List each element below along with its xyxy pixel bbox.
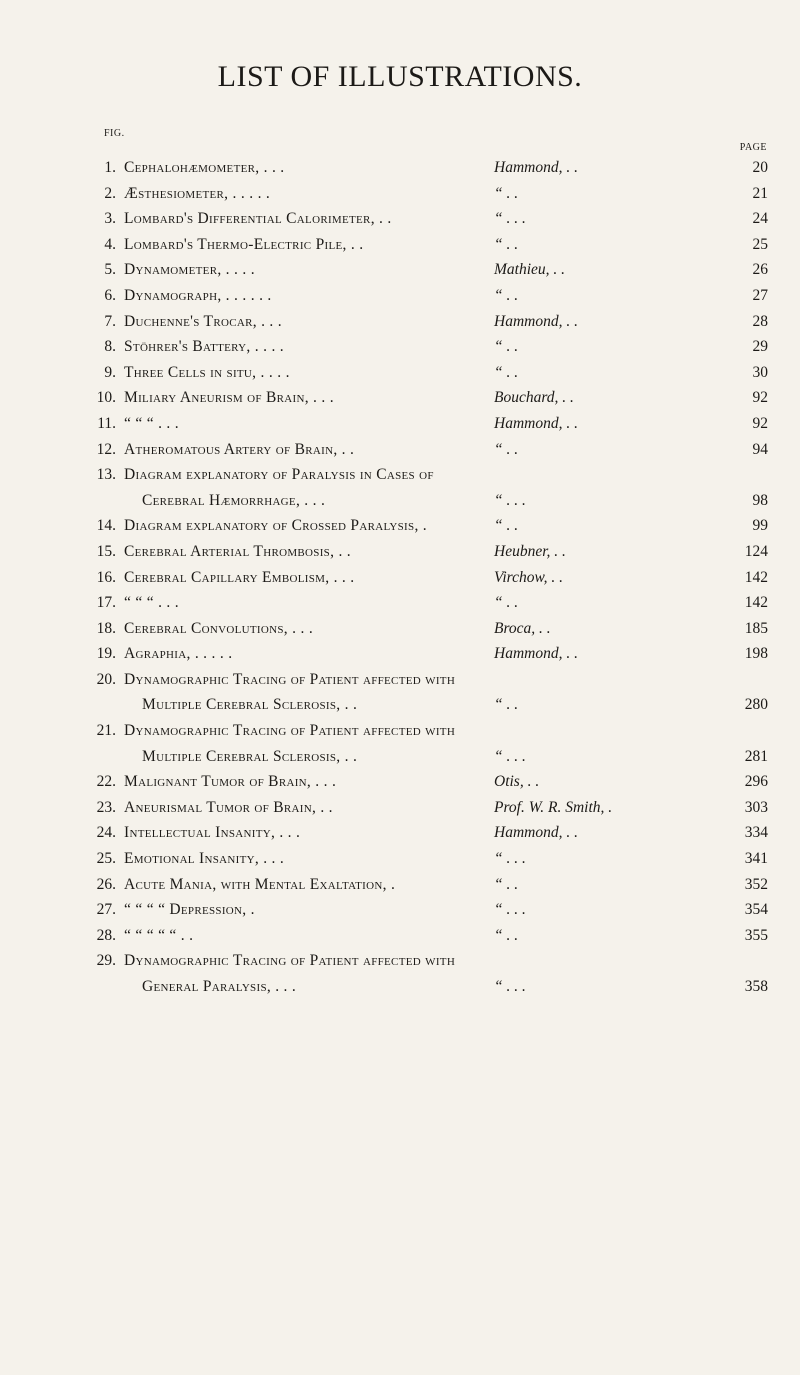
illustration-author: “ . . — [494, 594, 519, 612]
list-item — [0, 565, 800, 591]
list-item — [0, 181, 800, 207]
page-number: 281 — [744, 747, 768, 765]
illustration-author: Otis, . . — [494, 773, 540, 791]
list-item — [0, 385, 800, 411]
illustration-author: “ . . . — [494, 978, 526, 995]
illustration-title: Duchenne's Trocar, . . . — [124, 312, 282, 330]
list-item — [0, 539, 800, 565]
illustration-title: Aneurismal Tumor of Brain, . . — [124, 798, 333, 816]
illustration-author: Heubner, . . — [494, 542, 566, 560]
illustration-author: Hammond, . . — [494, 645, 578, 663]
illustration-title: “ “ “ . . . — [124, 594, 179, 612]
list-item — [0, 820, 800, 846]
figure-number: 1. — [104, 159, 116, 176]
figure-number: 17. — [96, 594, 116, 612]
illustration-author: Hammond, . . — [494, 159, 578, 176]
list-item — [0, 872, 800, 898]
list-item — [0, 411, 800, 437]
page-number: 25 — [752, 235, 768, 253]
figure-number: 24. — [96, 824, 116, 842]
figure-number: 14. — [96, 517, 116, 535]
list-item — [0, 206, 800, 232]
page-number: 92 — [752, 389, 768, 407]
illustration-title: Acute Mania, with Mental Exaltation, . — [124, 875, 396, 893]
list-item — [0, 718, 800, 744]
figure-number: 12. — [96, 440, 116, 458]
illustration-author: “ . . — [494, 440, 519, 458]
figure-number: 15. — [96, 542, 116, 560]
list-item — [0, 616, 800, 642]
figure-number: 22. — [96, 773, 116, 791]
illustration-title: Miliary Aneurism of Brain, . . . — [124, 389, 334, 407]
page-number: 355 — [744, 926, 768, 944]
figure-number: 23. — [96, 798, 116, 816]
illustration-author: Prof. W. R. Smith, . — [494, 798, 613, 816]
page-number: 354 — [744, 901, 768, 919]
page-number: 27 — [752, 286, 768, 304]
figure-number: 20. — [96, 670, 116, 688]
list-item — [0, 795, 800, 821]
figure-number: 3. — [104, 210, 116, 228]
list-item — [0, 437, 800, 463]
page-title: LIST OF ILLUSTRATIONS. — [217, 60, 583, 93]
illustration-author: Hammond, . . — [494, 414, 578, 432]
illustration-title: Dynamometer, . . . . — [124, 261, 255, 279]
page-number: 198 — [744, 645, 768, 663]
list-item — [0, 897, 800, 923]
page-number: 21 — [752, 184, 768, 202]
illustration-title: Atheromatous Artery of Brain, . . — [124, 440, 355, 458]
list-item — [0, 232, 800, 258]
page-column-header: PAGE — [739, 142, 767, 153]
figure-number: 18. — [96, 619, 116, 637]
illustration-author: “ . . — [494, 184, 519, 202]
illustration-author: “ . . — [494, 926, 519, 944]
illustration-title: Dynamograph, . . . . . . — [124, 286, 272, 304]
illustration-author: “ . . — [494, 286, 519, 304]
illustration-title: Three Cells in situ, . . . . — [124, 363, 290, 381]
illustration-title: Malignant Tumor of Brain, . . . — [124, 773, 337, 791]
figure-number: 19. — [96, 645, 116, 663]
page-number: 24 — [752, 210, 768, 228]
illustration-author: Hammond, . . — [494, 824, 578, 842]
illustration-title: Multiple Cerebral Sclerosis, . . — [142, 696, 358, 714]
page-number: 358 — [744, 978, 768, 995]
illustration-title: Æsthesiometer, . . . . . — [124, 184, 271, 202]
illustration-title: Cephalohæmometer, . . . — [124, 159, 285, 176]
figure-number: 10. — [96, 389, 116, 407]
page-number: 98 — [752, 491, 768, 509]
page-number: 20 — [752, 159, 768, 176]
list-item — [0, 309, 800, 335]
figure-number: 26. — [96, 875, 116, 893]
list-item — [0, 334, 800, 360]
illustration-author: “ . . — [494, 235, 519, 253]
page-number: 29 — [752, 338, 768, 356]
illustration-author: Hammond, . . — [494, 312, 578, 330]
illustration-author: “ . . — [494, 696, 519, 714]
illustration-title: General Paralysis, . . . — [142, 978, 297, 995]
page-number: 92 — [752, 414, 768, 432]
illustration-author: “ . . — [494, 875, 519, 893]
figure-number: 2. — [104, 184, 116, 202]
page-number: 94 — [752, 440, 768, 458]
list-item — [0, 360, 800, 386]
page-number: 28 — [752, 312, 768, 330]
illustration-title: Lombard's Thermo-Electric Pile, . . — [124, 235, 364, 253]
illustration-author: Mathieu, . . — [494, 261, 566, 279]
list-item — [0, 283, 800, 309]
page-number: 303 — [744, 798, 768, 816]
illustration-author: Broca, . . — [494, 619, 551, 637]
illustration-author: Virchow, . . — [494, 568, 564, 586]
list-item — [0, 488, 800, 514]
illustration-title: Intellectual Insanity, . . . — [124, 824, 301, 842]
list-item — [0, 692, 800, 718]
illustration-title: Cerebral Capillary Embolism, . . . — [124, 568, 355, 586]
figure-number: 8. — [104, 338, 116, 356]
illustration-author: “ . . — [494, 517, 519, 535]
illustration-title: Dynamographic Tracing of Patient affected with — [124, 722, 456, 740]
illustration-title: Diagram explanatory of Crossed Paralysis, . — [124, 517, 427, 535]
illustration-title: Dynamographic Tracing of Patient affected with — [124, 952, 456, 970]
figure-number: 4. — [104, 235, 116, 253]
page-number: 26 — [752, 261, 768, 279]
page-number: 296 — [744, 773, 768, 791]
list-item — [0, 974, 800, 1000]
list-item — [0, 769, 800, 795]
figure-number: 16. — [96, 568, 116, 586]
illustration-author: “ . . — [494, 338, 519, 356]
illustration-author: “ . . — [494, 363, 519, 381]
list-item — [0, 513, 800, 539]
illustration-title: Dynamographic Tracing of Patient affected with — [124, 670, 456, 688]
page-number: 142 — [744, 568, 768, 586]
page-number: 280 — [744, 696, 768, 714]
illustration-author: “ . . . — [494, 901, 526, 919]
figure-number: 9. — [104, 363, 116, 381]
figure-number: 21. — [96, 722, 116, 740]
figure-number: 28. — [96, 926, 116, 944]
list-item — [0, 667, 800, 693]
figure-number: 5. — [104, 261, 116, 279]
page-number: 30 — [752, 363, 768, 381]
illustration-author: “ . . . — [494, 747, 526, 765]
list-item — [0, 948, 800, 974]
list-item — [0, 257, 800, 283]
illustration-title: Cerebral Arterial Thrombosis, . . — [124, 542, 351, 560]
list-item — [0, 923, 800, 949]
illustration-title: Emotional Insanity, . . . — [124, 850, 285, 868]
figure-number: 25. — [96, 850, 116, 868]
list-item — [0, 641, 800, 667]
illustration-author: “ . . . — [494, 850, 526, 868]
list-item — [0, 462, 800, 488]
page-number: 334 — [744, 824, 768, 842]
illustration-title: Stöhrer's Battery, . . . . — [124, 338, 284, 356]
page-number: 185 — [744, 619, 768, 637]
page-number: 99 — [752, 517, 768, 535]
illustration-author: “ . . . — [494, 491, 526, 509]
page-number: 142 — [744, 594, 768, 612]
illustration-title: Cerebral Convolutions, . . . — [124, 619, 314, 637]
illustration-author: “ . . . — [494, 210, 526, 228]
page-number: 352 — [744, 875, 768, 893]
list-item — [0, 590, 800, 616]
figure-number: 11. — [97, 414, 116, 432]
illustration-title: “ “ “ “ Depression, . — [124, 901, 255, 919]
illustration-title: Agraphia, . . . . . — [124, 645, 233, 663]
figure-number: 27. — [96, 901, 116, 919]
illustration-title: Cerebral Hæmorrhage, . . . — [142, 491, 326, 509]
illustration-title: “ “ “ “ “ . . — [124, 926, 194, 944]
list-item — [0, 744, 800, 770]
figure-number: 7. — [104, 312, 116, 330]
list-item — [0, 155, 800, 181]
list-item — [0, 846, 800, 872]
illustration-author: Bouchard, . . — [494, 389, 574, 407]
figure-number: 13. — [96, 466, 116, 484]
figure-number: 6. — [104, 286, 116, 304]
illustration-title: “ “ “ . . . — [124, 414, 179, 432]
fig-column-header: FIG. — [104, 128, 125, 139]
illustration-title: Multiple Cerebral Sclerosis, . . — [142, 747, 358, 765]
page-number: 341 — [744, 850, 768, 868]
figure-number: 29. — [96, 952, 116, 970]
illustrations-list — [0, 155, 800, 1000]
page-number: 124 — [744, 542, 768, 560]
illustration-title: Lombard's Differential Calorimeter, . . — [124, 210, 392, 228]
illustration-title: Diagram explanatory of Paralysis in Cases of — [124, 466, 434, 484]
